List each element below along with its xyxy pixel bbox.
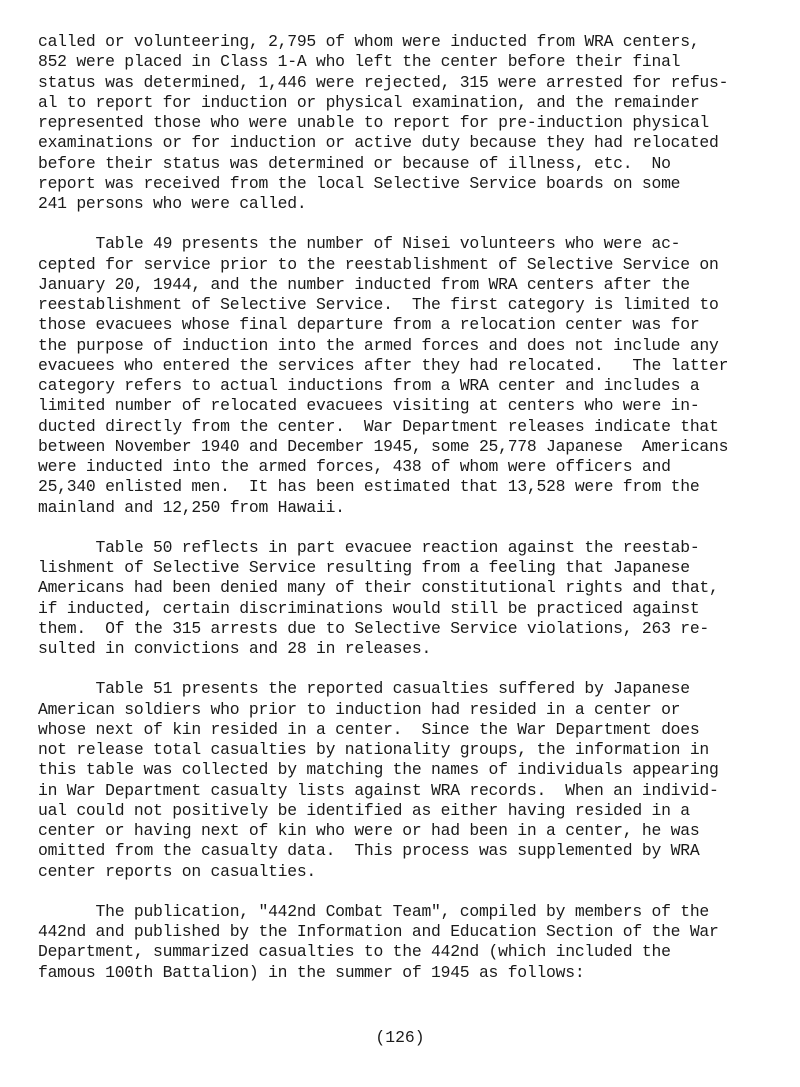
text-line: Table 49 presents the number of Nisei volunteers who were ac-	[38, 234, 681, 254]
text-line: 241 persons who were called.	[38, 194, 307, 213]
text-line: the purpose of induction into the armed forces and does not include any	[38, 335, 719, 355]
text-line: limited number of relocated evacuees visiting at centers who were in-	[38, 396, 700, 416]
text-line: ual could not positively be identified as either having resided in a	[38, 800, 690, 820]
text-line: 442nd and published by the Information and Education Section of the War	[38, 922, 719, 941]
text-line: evacuees who entered the services after they had relocated. The latter	[38, 355, 729, 375]
text-line: if inducted, certain discriminations would still be practiced against	[38, 598, 700, 618]
text-line: Department, summarized casualties to the 442nd (which included the	[38, 942, 671, 962]
text-line: lishment of Selective Service resulting from a feeling that Japanese	[38, 558, 690, 577]
text-line: The publication, "442nd Combat Team", compiled by members of the	[38, 901, 710, 921]
text-line: between November 1940 and December 1945, some 25,778 Japanese Americans	[38, 436, 729, 456]
text-line: were inducted into the armed forces, 438 of whom were officers and	[38, 457, 671, 476]
text-line: before their status was determined or because of illness, etc. No	[38, 153, 671, 173]
paragraph-gap	[38, 882, 778, 902]
paragraph-gap	[38, 214, 778, 234]
text-line: al to report for induction or physical examination, and the remainder	[38, 92, 700, 112]
text-line: this table was collected by matching the names of individuals appearing	[38, 760, 719, 780]
text-line: omitted from the casualty data. This process was supplemented by WRA	[38, 841, 700, 861]
paragraph	[38, 538, 778, 660]
text-line: American soldiers who prior to induction had resided in a center or	[38, 699, 681, 719]
text-line: whose next of kin resided in a center. Since the War Department does	[38, 719, 700, 739]
text-line: those evacuees whose final departure from a relocation center was for	[38, 315, 700, 335]
text-line: 852 were placed in Class 1-A who left the center before their final	[38, 52, 681, 72]
text-line: famous 100th Battalion) in the summer of 1945 as follows:	[38, 962, 585, 982]
text-line: not release total casualties by nationality groups, the information in	[38, 740, 710, 759]
text-line: report was received from the local Selective Service boards on some	[38, 173, 681, 193]
text-line: mainland and 12,250 from Hawaii.	[38, 497, 345, 517]
text-line: them. Of the 315 arrests due to Selective Service violations, 263 re-	[38, 618, 710, 638]
text-line: category refers to actual inductions from a WRA center and includes a	[38, 376, 700, 395]
paragraph	[38, 679, 778, 882]
text-line: Table 50 reflects in part evacuee reaction against the reestab-	[38, 537, 700, 557]
text-line: January 20, 1944, and the number inducted from WRA centers after the	[38, 274, 690, 294]
body-text	[38, 32, 778, 983]
text-line: cepted for service prior to the reestablishment of Selective Service on	[38, 254, 719, 274]
text-line: 25,340 enlisted men. It has been estimated that 13,528 were from the	[38, 477, 700, 497]
text-line: examinations or for induction or active duty because they had relocated	[38, 133, 719, 153]
text-line: status was determined, 1,446 were rejected, 315 were arrested for refus-	[38, 72, 729, 92]
text-line: called or volunteering, 2,795 of whom were inducted from WRA centers,	[38, 32, 700, 51]
paragraph	[38, 32, 778, 214]
text-line: center or having next of kin who were or had been in a center, he was	[38, 821, 700, 840]
paragraph-gap	[38, 518, 778, 538]
text-line: center reports on casualties.	[38, 861, 316, 881]
text-line: in War Department casualty lists against WRA records. When an individ-	[38, 780, 719, 800]
paragraph-gap	[38, 659, 778, 679]
page-number: (126)	[375, 1028, 425, 1047]
text-line: Table 51 presents the reported casualties suffered by Japanese	[38, 679, 690, 699]
paragraph	[38, 234, 778, 518]
text-line: Americans had been denied many of their constitutional rights and that,	[38, 578, 719, 598]
text-line: reestablishment of Selective Service. The first category is limited to	[38, 295, 719, 314]
text-line: represented those who were unable to report for pre-induction physical	[38, 113, 710, 132]
text-line: ducted directly from the center. War Department releases indicate that	[38, 416, 719, 436]
text-line: sulted in convictions and 28 in releases.	[38, 639, 432, 658]
paragraph	[38, 902, 778, 983]
